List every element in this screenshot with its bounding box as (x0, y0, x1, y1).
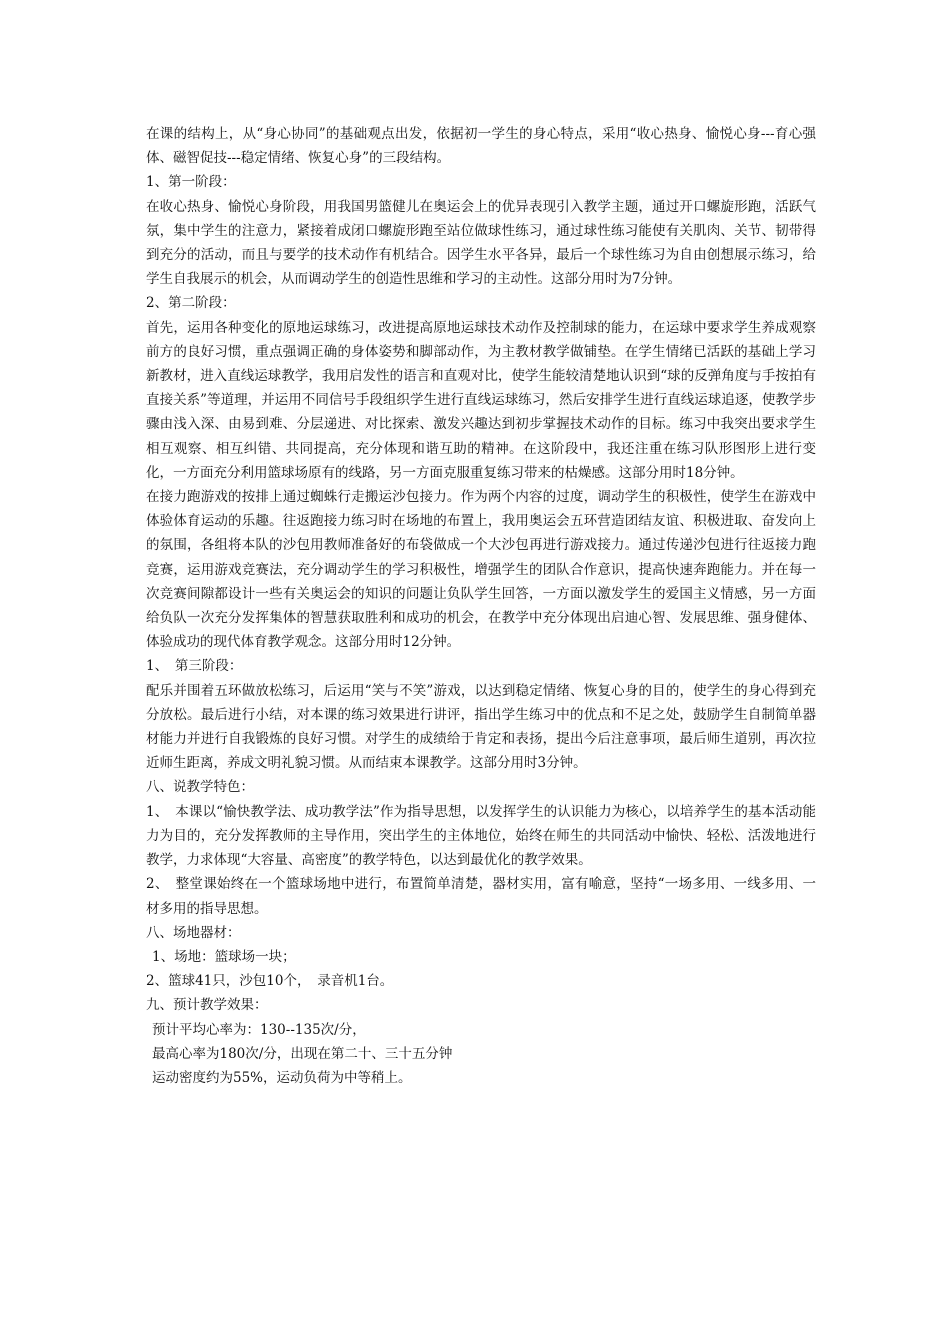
relay-game-paragraph: 在接力跑游戏的按排上通过蜘蛛行走搬运沙包接力。作为两个内容的过度，调动学生的积极性，使学生在游戏中体验体育运动的乐趣。往返跑接力练习时在场地的布置上，我用奥运会五环营造团结友谊、积极进取、奋发向上的氛围，各组将本队的沙包用教师准备好的布袋做成一个大沙包再进行游戏接力。通过传递沙包进行往返接力跑竞赛，运用游戏竞赛法，充分调动学生的学习积极性，增强学生的团队合作意识，提高快速奔跑能力。并在每一次竞赛间隙都设计一些有关奥运会的知识的问题让负队学生回答，一方面以激发学生的爱国主义情感，另一方面给负队一次充分发挥集体的智慧获取胜利和成功的机会，在教学中充分体现出启迪心智、发展思维、强身健体、体验成功的现代体育教学观念。这部分用时12分钟。 (146, 489, 816, 651)
equipment-heading: 八、场地器材： (146, 924, 241, 941)
feature-two-paragraph: 2、 整堂课始终在一个篮球场地中进行，布置简单清楚，器材实用，富有喻意，坚持“一场多用、一线多用、一材多用的指导思想。 (146, 876, 816, 917)
document-page (146, 122, 816, 1090)
expected-max-heart-rate: 最高心率为180次/分，出现在第二十、三十五分钟 (152, 1045, 453, 1062)
stage-two-paragraph: 首先，运用各种变化的原地运球练习，改进提高原地运球技术动作及控制球的能力，在运球中要求学生养成观察前方的良好习惯，重点强调正确的身体姿势和脚部动作，为主教材教学做铺垫。在学生情绪已活跃的基础上学习新教材，进入直线运球教学，我用启发性的语言和直观对比，使学生能较清楚地认识到“球的反弹角度与手按拍有直接关系”等道理，并运用不同信号手段组织学生进行直线运球练习，然后安排学生进行直线运球追逐，使教学步骤由浅入深、由易到难、分层递进、对比探索、激发兴趣达到初步掌握技术动作的目标。练习中我突出要求学生相互观察、相互纠错、共同提高，充分体现和谐互助的精神。在这阶段中，我还注重在练习队形图形上进行变化，一方面充分利用篮球场原有的线路，另一方面克服重复练习带来的枯燥感。这部分用时18分钟。 (146, 319, 816, 481)
equipment-items: 2、篮球41只，沙包10个， 录音机1台。 (146, 973, 394, 990)
intro-paragraph: 在课的结构上，从“身心协同”的基础观点出发，依据初一学生的身心特点，采用“收心热身、愉悦心身---育心强体、磁智促技---稳定情绪、恢复心身”的三段结构。 (146, 126, 816, 167)
stage-three-paragraph: 配乐并围着五环做放松练习，后运用“笑与不笑”游戏，以达到稳定情绪、恢复心身的目的，使学生的身心得到充分放松。最后进行小结，对本课的练习效果进行讲评，指出学生练习中的优点和不足之处，鼓励学生自制简单器材能力并进行自我锻炼的良好习惯。对学生的成绩给于肯定和表扬，提出今后注意事项，最后师生道别，再次拉近师生距离，养成文明礼貌习惯。从而结束本课教学。这部分用时3分钟。 (146, 682, 816, 772)
expected-exercise-density: 运动密度约为55%，运动负荷为中等稍上。 (152, 1069, 412, 1086)
stage-one-paragraph: 在收心热身、愉悦心身阶段，用我国男篮健儿在奥运会上的优异表现引入教学主题，通过开口螺旋形跑，活跃气氛，集中学生的注意力，紧接着成闭口螺旋形跑至站位做球性练习，通过球性练习能使有关肌肉、关节、韧带得到充分的活动，而且与要学的技术动作有机结合。因学生水平各异，最后一个球性练习为自由创想展示练习，给学生自我展示的机会，从而调动学生的创造性思维和学习的主动性。这部分用时为7分钟。 (146, 198, 816, 288)
stage-two-heading: 2、第二阶段： (146, 295, 236, 312)
expected-avg-heart-rate: 预计平均心率为：130--135次/分， (152, 1021, 366, 1038)
stage-one-heading: 1、第一阶段： (146, 174, 236, 191)
stage-three-heading: 1、 第三阶段： (146, 658, 243, 675)
expected-effects-heading: 九、预计教学效果： (146, 997, 268, 1014)
teaching-features-heading: 八、说教学特色： (146, 779, 254, 796)
feature-one-paragraph: 1、 本课以“愉快教学法、成功教学法”作为指导思想，以发挥学生的认识能力为核心，以培养学生的基本活动能力为目的，充分发挥教师的主导作用，突出学生的主体地位，始终在师生的共同活动中愉快、轻松、活泼地进行教学，力求体现“大容量、高密度”的教学特色，以达到最优化的教学效果。 (146, 803, 816, 869)
equipment-venue: 1、场地：篮球场一块； (152, 948, 296, 965)
